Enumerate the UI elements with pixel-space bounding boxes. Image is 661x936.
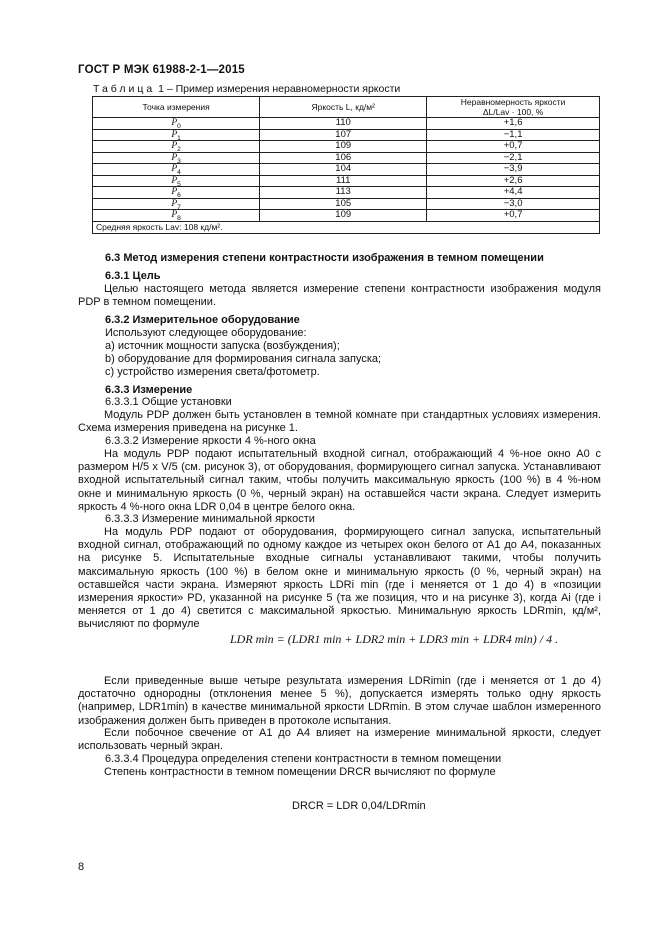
table-row (93, 129, 600, 141)
cell-point: $P_5$ (93, 175, 260, 187)
section-6-3-3-2-title: 6.3.3.2 Измерение яркости 4 %-ного окна (105, 435, 316, 447)
table-body (93, 118, 600, 222)
section-6-3-2-title: 6.3.2 Измерительное оборудование (105, 314, 300, 326)
cell-nonuniformity: +2,6 (427, 175, 600, 187)
table-caption (93, 83, 400, 95)
col-header-luminance: Яркость L, кд/м² (260, 97, 427, 118)
formula-drcr: DRCR = LDR 0,04/LDRmin (292, 800, 426, 812)
cell-nonuniformity: −1,1 (427, 129, 600, 141)
table-row (93, 187, 600, 199)
col-header-nonuniformity-line1: Неравномерность яркости (460, 97, 566, 107)
cell-point: $P_4$ (93, 164, 260, 176)
cell-nonuniformity: +0,7 (427, 210, 600, 222)
cell-luminance: 113 (260, 187, 427, 199)
section-6-3-3-title: 6.3.3 Измерение (105, 384, 193, 396)
cell-nonuniformity: −3,9 (427, 164, 600, 176)
cell-point: $P_1$ (93, 129, 260, 141)
section-6-3-3-1-text: Модуль PDP должен быть установлен в темной комнате при стандартных условиях измерения. Схема измерения приведена на рисунке 1. (78, 409, 601, 435)
cell-luminance: 109 (260, 141, 427, 153)
table-row (93, 152, 600, 164)
paragraph-uniformity: Если приведенные выше четыре результата измерения LDRimin (где i меняется от 1 до 4) достаточно однородны (отклонения менее 5 %), допускается измерять только одну яркость (например, LDR1min) в качестве минимальной яркости LDRmin. В этом случае шаблон измеренного изображения должен быть приведен в протоколе испытания. (78, 675, 601, 727)
cell-point: $P_3$ (93, 152, 260, 164)
cell-nonuniformity: +1,6 (427, 118, 600, 130)
cell-nonuniformity: +0,7 (427, 141, 600, 153)
table-caption-word: Таблица (93, 83, 156, 95)
table-note: Средняя яркость Lav: 108 кд/м². (93, 221, 600, 233)
table-caption-text: 1 – Пример измерения неравномерности яркости (158, 83, 401, 95)
paragraph-black-screen: Если побочное свечение от A1 до A4 влияет на измерение минимальной яркости, следует использовать черный экран. (78, 727, 601, 753)
cell-point: $P_2$ (93, 141, 260, 153)
section-6-3-3-2-text: На модуль PDP подают испытательный входной сигнал, отображающий 4 %-ное окно A0 с размером H/5 x V/5 (см. рисунок 3), от оборудования, формирующего сигнал запуска. Устанавливают входной испытательный сигнал таким, чтобы получить максимальную яркость (100 %) в 4 %-ном окне и минимальную яркость (0 %, черный экран) на оставшейся части экрана. Следует измерить яркость 4 %-ного окна LDR 0,04 в центре белого окна. (78, 448, 601, 513)
cell-point: $P_6$ (93, 187, 260, 199)
col-header-nonuniformity (427, 97, 600, 118)
table-row (93, 175, 600, 187)
cell-nonuniformity: −3,0 (427, 198, 600, 210)
table-row (93, 164, 600, 176)
equipment-item-b: b) оборудование для формирования сигнала запуска; (105, 353, 382, 365)
table-row (93, 210, 600, 222)
section-6-3-3-4-text: Степень контрастности в темном помещении DRCR вычисляют по формуле (104, 766, 496, 778)
cell-nonuniformity: −2,1 (427, 152, 600, 164)
equipment-item-c: c) устройство измерения света/фотометр. (105, 366, 320, 378)
section-6-3-3-3-title: 6.3.3.3 Измерение минимальной яркости (105, 513, 315, 525)
page-number: 8 (78, 861, 85, 873)
section-6-3-1-text: Целью настоящего метода является измерение степени контрастности изображения модуля PDP в темном помещении. (78, 283, 601, 309)
cell-luminance: 110 (260, 118, 427, 130)
cell-point: $P_8$ (93, 210, 260, 222)
equipment-item-a: a) источник мощности запуска (возбуждения); (105, 340, 340, 352)
cell-luminance: 109 (260, 210, 427, 222)
document-header: ГОСТ Р МЭК 61988-2-1—2015 (78, 64, 245, 76)
cell-luminance: 107 (260, 129, 427, 141)
luminance-table (92, 96, 600, 234)
cell-luminance: 106 (260, 152, 427, 164)
section-6-3-title: 6.3 Метод измерения степени контрастности изображения в темном помещении (105, 252, 544, 264)
section-6-3-1-title: 6.3.1 Цель (105, 270, 161, 282)
cell-luminance: 111 (260, 175, 427, 187)
cell-nonuniformity: +4,4 (427, 187, 600, 199)
cell-point: $P_0$ (93, 118, 260, 130)
section-6-3-3-3-text: На модуль PDP подают от оборудования, формирующего сигнал запуска, испытательный входной сигнал, отображающий по одному каждое из четырех окон белого от A1 до A4, показанных на рисунке 5. Испытательные входные сигналы устанавливают такими, чтобы получить максимальную яркость (100 %) в белом окне и минимальную яркость (0 %, черный экран) на оставшейся части экрана. Измеряют яркость LDRi min (где i меняется от 1 до 4) в «позиции измерения яркости» PD, указанной на рисунке 5 (та же позиция, что и на рисунке 3), когда Ai (где i меняется от 1 до 4) светится с максимальной яркостью. Минимальную яркость LDRmin, кд/м², вычисляют по формуле (78, 526, 601, 631)
col-header-point: Точка измерения (93, 97, 260, 118)
section-6-3-3-1-title: 6.3.3.1 Общие установки (105, 396, 232, 408)
table-row (93, 118, 600, 130)
table-row (93, 141, 600, 153)
equipment-intro: Используют следующее оборудование: (105, 327, 307, 339)
cell-luminance: 105 (260, 198, 427, 210)
cell-point: $P_7$ (93, 198, 260, 210)
table-row (93, 198, 600, 210)
formula-min-luminance: LDR min = (LDR1 min + LDR2 min + LDR3 min + LDR4 min) / 4 . (230, 632, 559, 646)
col-header-nonuniformity-line2: ΔL/Lav · 100, % (482, 107, 544, 117)
cell-luminance: 104 (260, 164, 427, 176)
section-6-3-3-4-title: 6.3.3.4 Процедура определения степени контрастности в темном помещении (105, 753, 502, 765)
